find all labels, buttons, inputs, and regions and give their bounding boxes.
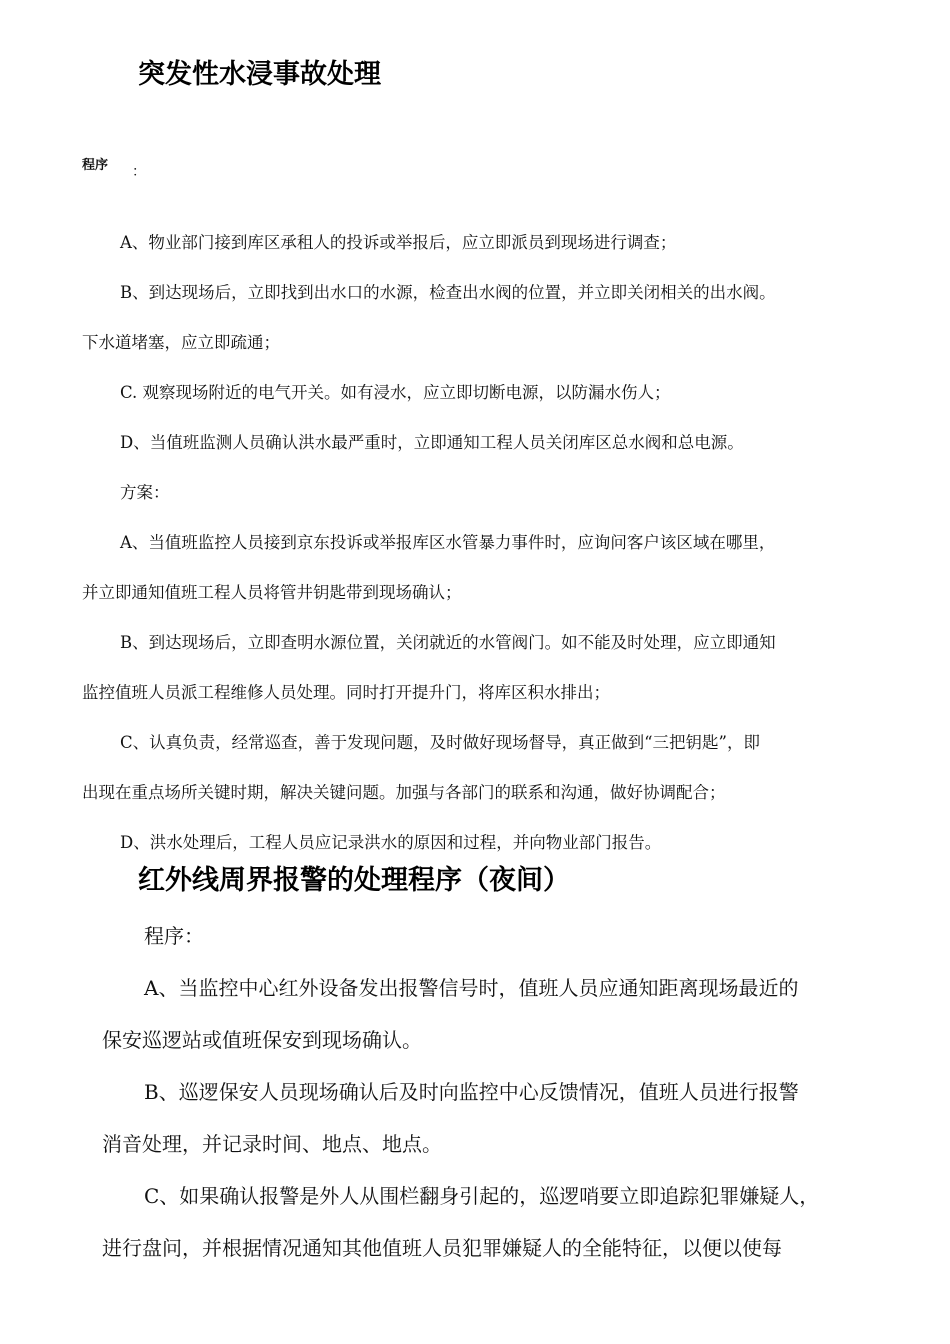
section1-plan-item-d: D、洪水处理后，工程人员应记录洪水的原因和过程，并向物业部门报告。 (120, 833, 662, 852)
section1-program-item-b: B、到达现场后，立即找到出水口的水源，检查出水阀的位置，并立即关闭相关的出水阀。 (120, 283, 776, 302)
section1-plan-item-a-cont: 并立即通知值班工程人员将管井钥匙带到现场确认； (82, 583, 462, 602)
section1-program-item-a: A、物业部门接到库区承租人的投诉或举报后，应立即派员到现场进行调查； (120, 233, 677, 252)
section1-plan-item-b-cont: 监控值班人员派工程维修人员处理。同时打开提升门，将库区积水排出； (82, 683, 610, 702)
section1-plan-item-c-cont: 出现在重点场所关键时期，解决关键问题。加强与各部门的联系和沟通，做好协调配合； (82, 783, 726, 802)
section1-program-label: 程序 (82, 158, 109, 173)
section2-body (102, 910, 892, 1274)
section2-item-a: A、当监控中心红外设备发出报警信号时，值班人员应通知距离现场最近的 (144, 976, 799, 1000)
section1-program-item-b-cont: 下水道堵塞，应立即疏通； (82, 333, 280, 352)
section2-item-c: C、如果确认报警是外人从围栏翻身引起的，巡逻哨要立即追踪犯罪嫌疑人， (144, 1184, 820, 1208)
section2-item-b-cont: 消音处理，并记录时间、地点、地点。 (102, 1132, 442, 1156)
section1-plan-item-a: A、当值班监控人员接到京东投诉或举报库区水管暴力事件时，应询问客户该区域在哪里， (120, 533, 776, 552)
section1-program-item-d: D、当值班监测人员确认洪水最严重时，立即通知工程人员关闭库区总水阀和总电源。 (120, 433, 744, 452)
section2-item-a-cont: 保安巡逻站或值班保安到现场确认。 (102, 1028, 422, 1052)
section1-plan-item-c: C、认真负责，经常巡查，善于发现问题，及时做好现场督导，真正做到“三把钥匙”，即 (120, 733, 760, 752)
section2-item-c-cont: 进行盘问，并根据情况通知其他值班人员犯罪嫌疑人的全能特征，以便以使每 (102, 1236, 782, 1260)
section2-program-label: 程序： (144, 924, 204, 948)
section1-plan-label: 方案： (120, 483, 170, 502)
section1-program-colon: ： (132, 164, 146, 180)
section2-item-b: B、巡逻保安人员现场确认后及时向监控中心反馈情况，值班人员进行报警 (144, 1080, 799, 1104)
section1-plan-item-b: B、到达现场后，立即查明水源位置，关闭就近的水管阀门。如不能及时处理，应立即通知 (120, 633, 776, 652)
section1-program-item-c: C. 观察现场附近的电气开关。如有浸水，应立即切断电源，以防漏水伤人； (120, 383, 671, 402)
section2-title: 红外线周界报警的处理程序（夜间） (138, 865, 570, 896)
section1-body (82, 218, 882, 868)
section1-title: 突发性水浸事故处理 (138, 59, 381, 90)
